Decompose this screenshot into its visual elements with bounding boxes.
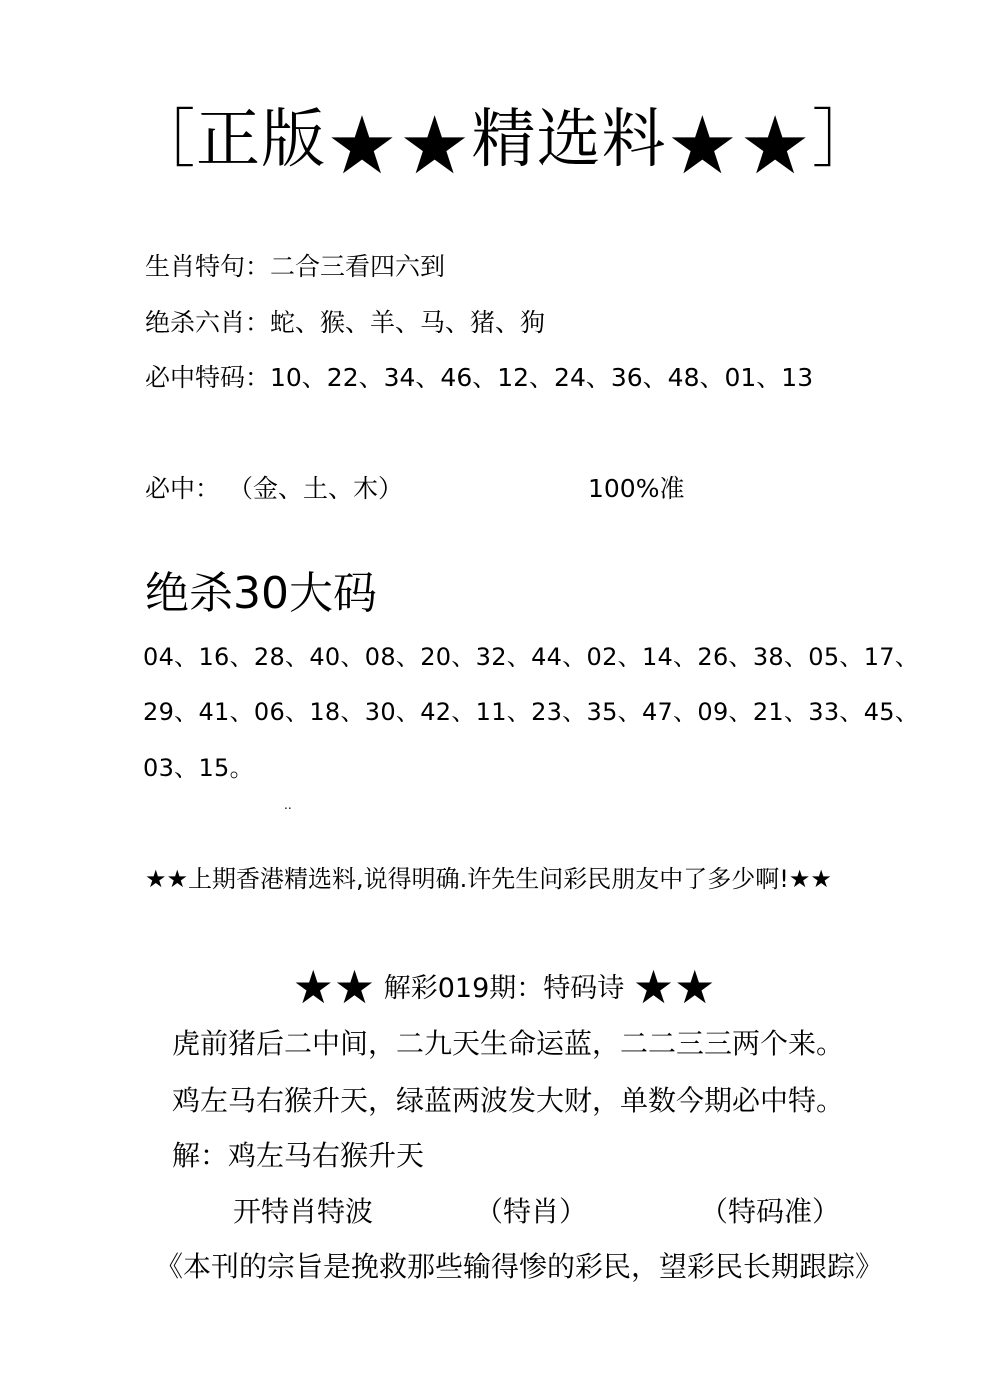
accuracy-label: 100%准 [588, 474, 685, 503]
star-icon: ★★ [326, 99, 472, 192]
star-icon: ★★ [292, 960, 376, 1014]
kill-numbers-row: 03、15。 [143, 754, 254, 782]
poem-line: 鸡左马右猴升天，绿蓝两波发大财，单数今期必中特。 [172, 1084, 845, 1117]
title-open-bracket: ［正版 [131, 103, 327, 177]
special-codes: 必中特码：10、22、34、46、12、24、36、48、01、13 [145, 363, 814, 392]
kill-numbers-row: 04、16、28、40、08、20、32、44、02、14、26、38、05、17、 [143, 643, 920, 671]
poem-heading [0, 960, 1008, 1014]
poem-line: 虎前猪后二中间，二九天生命运蓝，二二三三两个来。 [172, 1027, 845, 1060]
page-title [0, 95, 1008, 191]
poem-heading-text: 解彩019期：特码诗 [383, 973, 625, 1004]
kill-big-heading: 绝杀30大码 [145, 568, 377, 619]
elements-line: 必中： （金、土、木） [145, 474, 403, 503]
title-close-bracket: ］ [811, 103, 877, 177]
result-code: （特码准） [700, 1195, 841, 1228]
result-label: 开特肖特波 [233, 1195, 374, 1228]
kill-six-zodiacs: 绝杀六肖：蛇、猴、羊、马、猪、狗 [145, 308, 546, 337]
footer-motto: 《本刊的宗旨是挽救那些输得惨的彩民，望彩民长期跟踪》 [155, 1250, 884, 1283]
poem-explanation: 解：鸡左马右猴升天 [172, 1139, 425, 1172]
star-icon: ★★ [632, 960, 716, 1014]
kill-numbers-row: 29、41、06、18、30、42、11、23、35、47、09、21、33、45、 [143, 698, 920, 726]
dots-mark: .. [284, 798, 292, 812]
result-zodiac: （特肖） [475, 1195, 588, 1228]
star-icon: ★★ [666, 99, 812, 192]
zodiac-hint: 生肖特句：二合三看四六到 [145, 252, 446, 281]
title-text: 精选料 [471, 103, 667, 177]
notice-line: ★★上期香港精选料,说得明确.许先生问彩民朋友中了多少啊!★★ [145, 865, 832, 893]
